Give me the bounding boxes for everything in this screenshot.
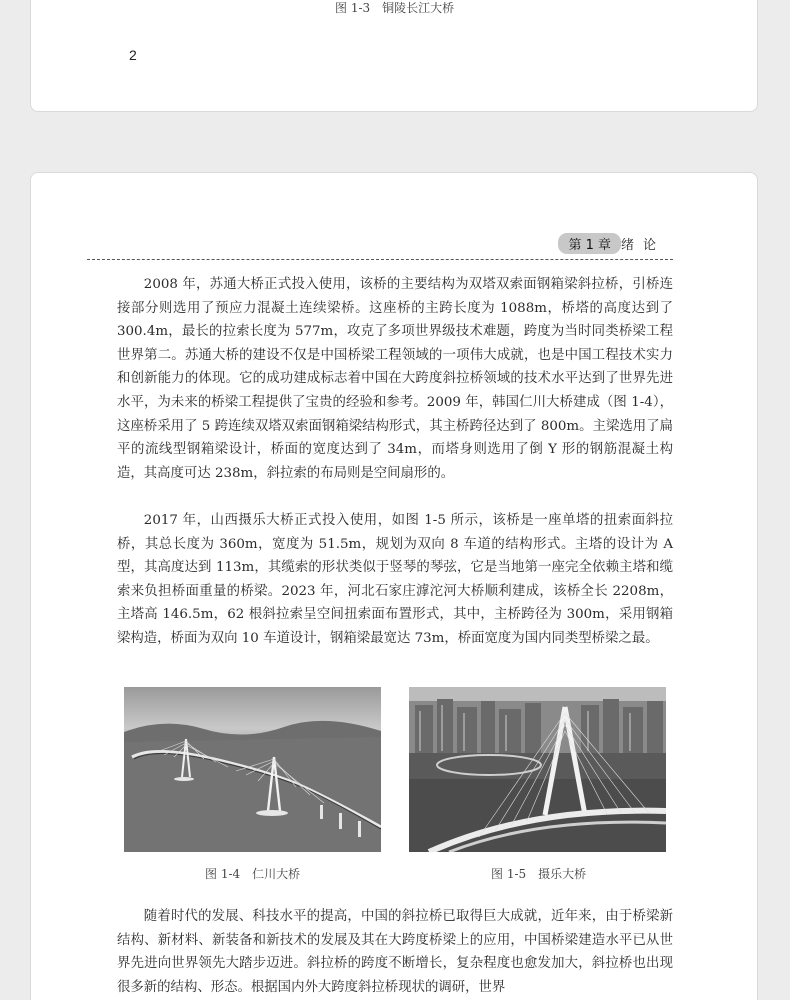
running-header bbox=[87, 231, 673, 260]
figure-1-5-image bbox=[409, 687, 666, 852]
figure-caption-1-3: 图 1-3 铜陵长江大桥 bbox=[335, 1, 455, 15]
previous-page bbox=[30, 0, 758, 112]
current-page bbox=[30, 172, 758, 1000]
chapter-title: 绪论 bbox=[620, 238, 665, 253]
paragraph-1: 2008 年，苏通大桥正式投入使用，该桥的主要结构为双塔双索面钢箱梁斜拉桥，引桥连接部分则选用了预应力混凝土连续梁桥。这座桥的主跨长度为 1088m，桥塔的高度达到了 300.4m，最长的拉索长度为 577m，攻克了多项世界级技术难题，跨度为当时同类桥梁工程世界第二。苏通大桥的建设不仅是中国桥梁工程领域的一项伟大成就，也是中国工程技术实力和创新能力的体现。它的成功建成标志着中国在大跨度斜拉桥领域的技术水平达到了世界先进水平，为未来的桥梁工程提供了宝贵的经验和参考。2009 年，韩国仁川大桥建成（图 1-4），这座桥采用了 5 跨连续双塔双索面钢箱梁结构形式，其主桥跨径达到了 800m。主梁选用了扁平的流线型钢箱梁设计，桥面的宽度达到了 34m，而塔身则选用了倒 Y 形的钢筋混凝土构造，其高度可达 238m，斜拉索的布局则是空间扇形的。 bbox=[117, 277, 673, 481]
paragraph-3: 随着时代的发展、科技水平的提高，中国的斜拉桥已取得巨大成就，近年来，由于桥梁新结构、新材料、新装备和新技术的发展及其在大跨度桥梁上的应用，中国桥梁建造水平已从世界先进向世界领先大踏步迈进。斜拉桥的跨度不断增长，复杂程度也愈发加大，斜拉桥也出现很多新的结构、形态。根据国内外大跨度斜拉桥现状的调研，世界 bbox=[117, 909, 673, 995]
figure-1-4-caption: 图 1-4 仁川大桥 bbox=[205, 867, 301, 881]
figure-1-4-image bbox=[124, 687, 381, 852]
paragraph-2: 2017 年，山西摄乐大桥正式投入使用，如图 1-5 所示，该桥是一座单塔的扭索面斜拉桥，其总长度为 360m，宽度为 51.5m，规划为双向 8 车道的结构形式。主塔的设计为 A 型，其高度达到 113m，其缆索的形状类似于竖琴的琴弦，它是当地第一座完全依赖主塔和缆索来负担桥面重量的桥梁。2023 年，河北石家庄滹沱河大桥顺利建成，该桥全长 2208m，主塔高 146.5m，62 根斜拉索呈空间扭索面布置形式，其中，主桥跨径为 300m，采用钢箱梁构造，桥面为双向 10 车道设计，钢箱梁最宽达 73m，桥面宽度为国内同类型桥梁之最。 bbox=[117, 513, 673, 646]
page-number: 2 bbox=[129, 47, 137, 63]
figure-1-5-caption: 图 1-5 摄乐大桥 bbox=[491, 867, 587, 881]
chapter-badge: 第 1 章 bbox=[558, 233, 621, 254]
